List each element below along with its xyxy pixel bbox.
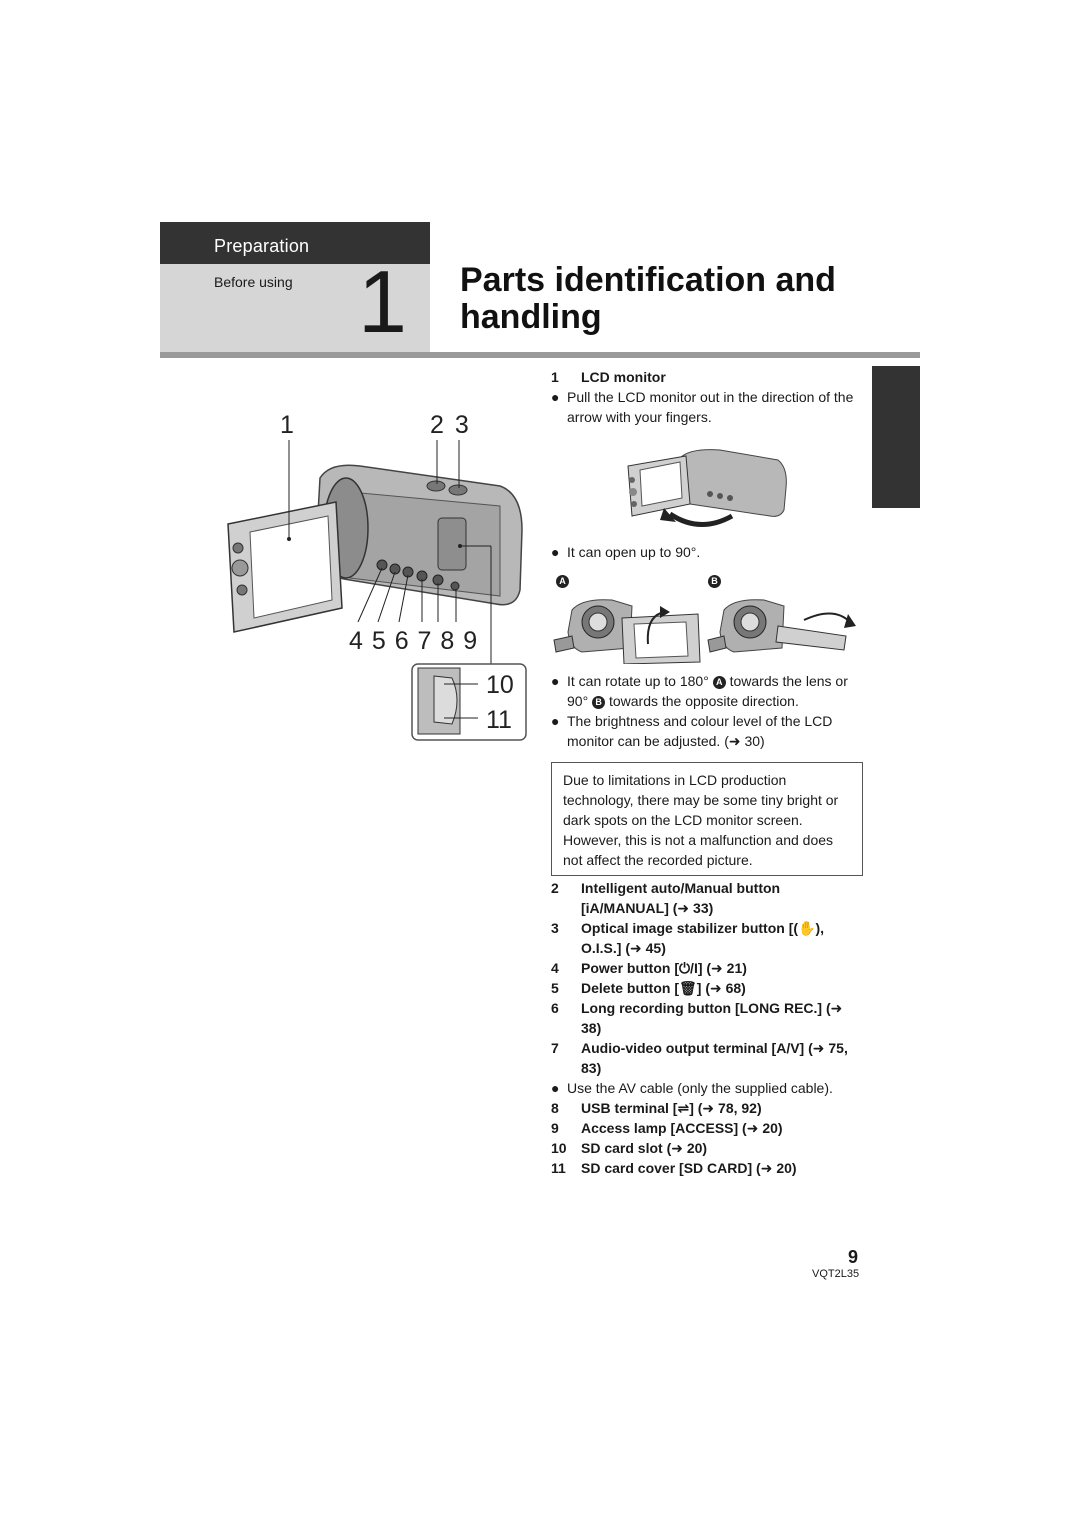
label-a-badge: A <box>556 575 569 588</box>
callout-4-9: 4 5 6 7 8 9 <box>349 627 478 655</box>
notice-box <box>551 762 863 876</box>
bullet-glyph: ● <box>551 713 560 729</box>
rotate-90-illustration <box>706 592 858 664</box>
lcd-open-illustration <box>620 438 790 530</box>
bullet-item <box>551 711 863 751</box>
camcorder-figure <box>200 400 540 750</box>
subsection-label: Before using <box>214 274 293 290</box>
list-item <box>551 958 863 978</box>
bullet-glyph: ● <box>551 389 560 405</box>
item-label: Power button [⏻/I] (➜ 21) <box>581 960 747 976</box>
callout-11: 11 <box>486 706 512 734</box>
lcd-section <box>551 367 863 427</box>
list-item <box>551 1038 863 1078</box>
title-divider <box>160 352 920 358</box>
chapter-number: 1 <box>358 252 407 351</box>
item-label: SD card cover [SD CARD] (➜ 20) <box>581 1160 797 1176</box>
label-a-inline-badge: A <box>713 676 726 689</box>
item-label: Optical image stabilizer button [(✋), O.I.S.] (➜ 45) <box>581 920 825 956</box>
item-label: USB terminal [⇌] (➜ 78, 92) <box>581 1100 762 1116</box>
item-label: Long recording button [LONG REC.] (➜ 38) <box>581 1000 843 1036</box>
callout-10: 10 <box>486 671 514 699</box>
rotate-180-illustration <box>552 592 702 664</box>
bullet-glyph: ● <box>551 673 560 689</box>
list-item <box>551 1158 863 1178</box>
item-number: 10 <box>551 1140 567 1156</box>
rotate-notes <box>551 671 863 751</box>
bullet-item <box>551 1078 863 1098</box>
bullet-glyph: ● <box>551 544 560 560</box>
page-title <box>460 262 860 336</box>
side-tab <box>872 366 920 508</box>
item-number: 1 <box>551 369 559 385</box>
rotate-note-pre: It can rotate up to 180° <box>567 673 709 689</box>
list-item <box>551 998 863 1038</box>
callout-2-3: 2 3 <box>430 411 469 439</box>
list-item <box>551 978 863 998</box>
bullet-glyph: ● <box>551 1080 560 1096</box>
list-item <box>551 1118 863 1138</box>
bullet-item <box>551 671 863 711</box>
rotate-note-post: towards the opposite direction. <box>608 693 799 709</box>
item-label: LCD monitor <box>581 369 666 385</box>
list-item <box>551 918 863 958</box>
label-b-badge: B <box>708 575 721 588</box>
rotate-note <box>567 671 863 711</box>
item-number: 3 <box>551 920 559 936</box>
item-label: Intelligent auto/Manual button [iA/MANUAL] (➜ 33) <box>581 880 781 916</box>
section-label: Preparation <box>214 236 310 256</box>
item-number: 5 <box>551 980 559 996</box>
bullet-text: It can open up to 90°. <box>567 544 701 560</box>
bullet-text: The brightness and colour level of the LCD monitor can be adjusted. (➜ 30) <box>567 713 833 749</box>
item-number: 9 <box>551 1120 559 1136</box>
lcd-open-note <box>551 542 863 562</box>
bullet-text: Pull the LCD monitor out in the direction of the arrow with your fingers. <box>567 389 854 425</box>
item-number: 2 <box>551 880 559 896</box>
item-number: 11 <box>551 1160 566 1176</box>
item-label: SD card slot (➜ 20) <box>581 1140 708 1156</box>
page-title-text: Parts identification and handling <box>460 261 836 336</box>
bullet-text: Use the AV cable (only the supplied cable). <box>567 1080 833 1096</box>
item-number: 8 <box>551 1100 559 1116</box>
list-item <box>551 1098 863 1118</box>
bullet-item <box>551 387 863 427</box>
item-label: Delete button [🗑] (➜ 68) <box>581 980 746 996</box>
item-number: 6 <box>551 1000 559 1016</box>
rotate-note-mid: towards the lens or 90° <box>567 673 848 709</box>
item-number: 7 <box>551 1040 559 1056</box>
page-number: 9 <box>848 1247 859 1267</box>
list-item <box>551 1138 863 1158</box>
notice-text: Due to limitations in LCD production technology, there may be some tiny bright or dark spots on the LCD monitor screen. However, this is not a malfunction and does not affect the recorded picture. <box>563 772 839 868</box>
label-b-inline-badge: B <box>592 696 605 709</box>
item-number: 4 <box>551 960 559 976</box>
bullet-item <box>551 542 863 562</box>
item-label: Access lamp [ACCESS] (➜ 20) <box>581 1120 783 1136</box>
list-item <box>551 367 863 387</box>
item-label: Audio-video output terminal [A/V] (➜ 75, 83) <box>581 1040 848 1076</box>
document-code: VQT2L35 <box>812 1268 860 1280</box>
list-item <box>551 878 863 918</box>
parts-list <box>551 878 863 1178</box>
callout-1: 1 <box>280 411 294 439</box>
